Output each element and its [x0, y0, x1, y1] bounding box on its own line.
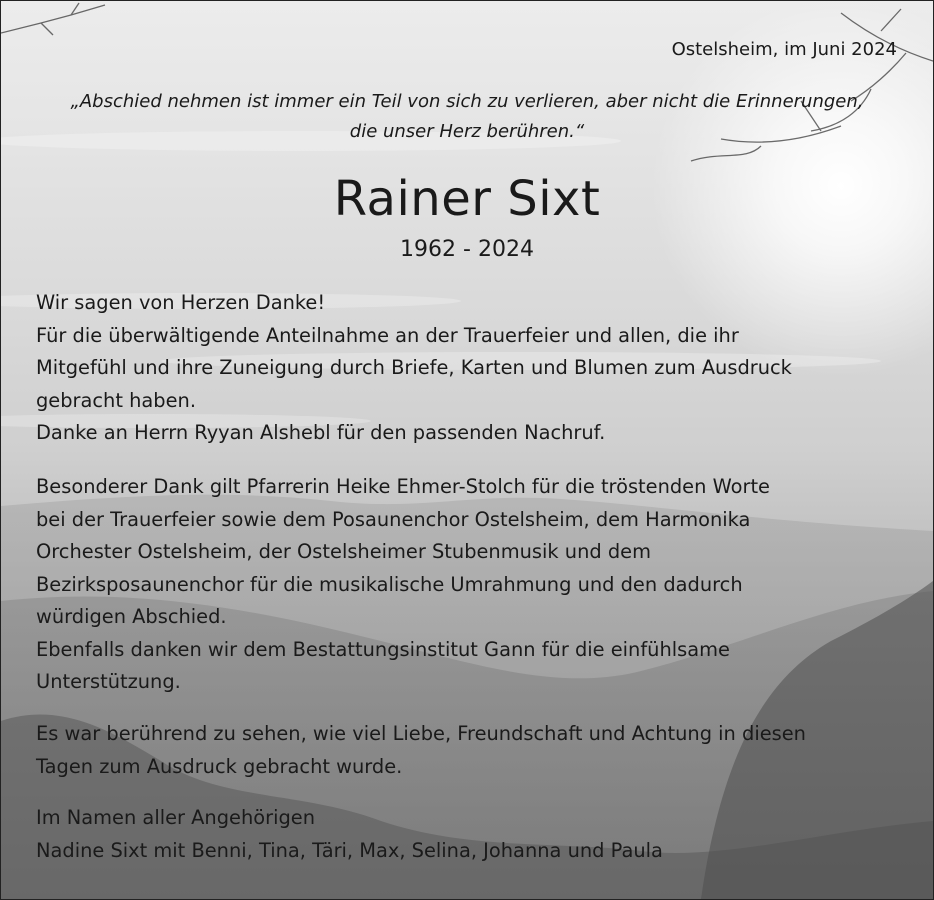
memorial-quote: [1, 87, 933, 147]
text-line: Wir sagen von Herzen Danke!: [36, 291, 326, 314]
text-line: gebracht haben.: [36, 388, 196, 412]
text-line: Besonderer Dank gilt Pfarrerin Heike Ehmer-Stolch für die tröstenden Worte: [36, 475, 770, 498]
text-line: Es war berührend zu sehen, wie viel Liebe, Freundschaft und Achtung in diesen: [36, 722, 806, 745]
quote-line: die unser Herz berühren.“: [349, 121, 585, 142]
text-line: würdigen Abschied.: [36, 605, 227, 628]
text-line: Für die überwältigende Anteilnahme an der Trauerfeier und allen, die ihr: [36, 323, 739, 347]
text-line: Bezirksposaunenchor für die musikalische Umrahmung und den dadurch: [36, 572, 743, 596]
deceased-name: Rainer Sixt: [333, 171, 601, 227]
signature-line: Nadine Sixt mit Benni, Tina, Täri, Max, Selina, Johanna und Paula: [36, 838, 663, 862]
text-line: Unterstützung.: [36, 670, 181, 693]
text-line: Tagen zum Ausdruck gebracht wurde.: [36, 754, 403, 778]
text-line: Danke an Herrn Ryyan Alshebl für den passenden Nachruf.: [36, 421, 606, 444]
location-date: Ostelsheim, im Juni 2024: [671, 39, 897, 60]
quote-line: „Abschied nehmen ist immer ein Teil von sich zu verlieren, aber nicht die Erinnerungen,: [70, 91, 864, 112]
text-line: Mitgefühl und ihre Zuneigung durch Briefe, Karten und Blumen zum Ausdruck: [36, 356, 792, 379]
text-line: Orchester Ostelsheim, der Ostelsheimer Stubenmusik und dem: [36, 540, 651, 563]
signature-block: [36, 802, 906, 867]
life-years: 1962 - 2024: [400, 237, 534, 262]
thanks-paragraph: [36, 287, 906, 450]
text-line: Ebenfalls danken wir dem Bestattungsinstitut Gann für die einfühlsame: [36, 637, 730, 661]
special-thanks-paragraph: [36, 471, 906, 699]
closing-paragraph: [36, 718, 906, 783]
text-line: bei der Trauerfeier sowie dem Posaunenchor Ostelsheim, dem Harmonika: [36, 507, 751, 531]
signature-line: Im Namen aller Angehörigen: [36, 806, 315, 829]
